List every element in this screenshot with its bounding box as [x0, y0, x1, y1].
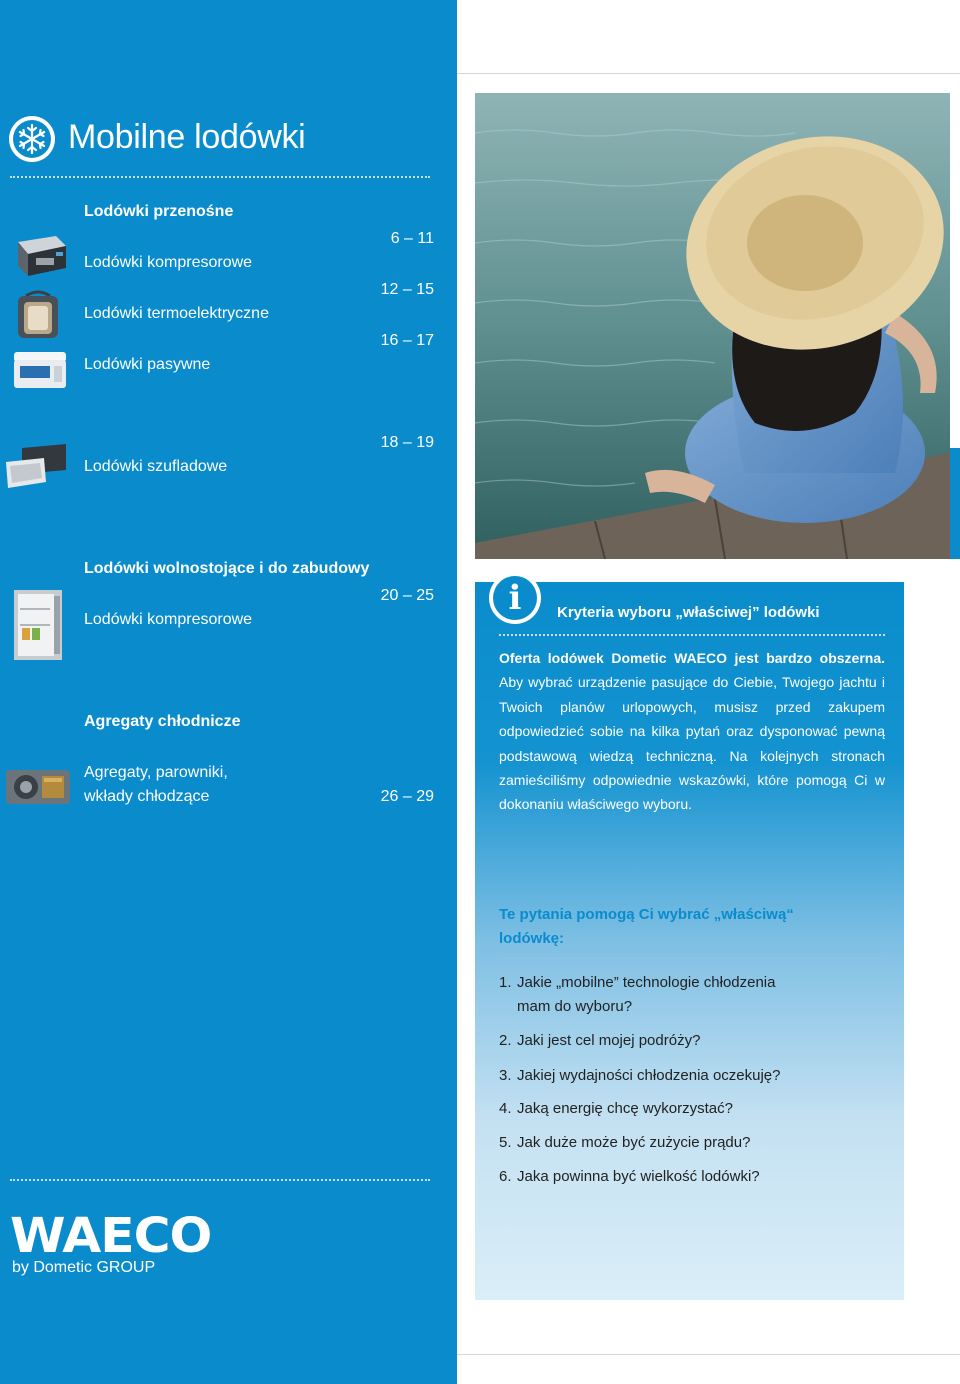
question-item: 2. Jaki jest cel mojej podróży? [499, 1032, 701, 1049]
section-heading-built-in: Lodówki wolnostojące i do zabudowy [84, 560, 370, 577]
question-item: 3. Jakiej wydajności chłodzenia oczekuję? [499, 1067, 781, 1084]
section-heading-portable: Lodówki przenośne [84, 203, 234, 220]
info-paragraph [499, 646, 885, 817]
drawer-fridge-image [4, 442, 70, 490]
page-range: 6 – 11 [390, 230, 434, 247]
page-title: Mobilne lodówki [68, 118, 306, 156]
page-range: 16 – 17 [380, 332, 434, 349]
info-title: Kryteria wyboru „właściwej” lodówki [557, 604, 820, 621]
page-range: 26 – 29 [380, 788, 434, 805]
question-item: 5. Jak duże może być zużycie prądu? [499, 1134, 751, 1151]
snowflake-icon [9, 116, 55, 162]
bottom-rule [457, 1354, 960, 1355]
cooling-unit-image [4, 760, 72, 810]
built-in-fridge-image [10, 588, 66, 662]
info-icon: i [489, 572, 541, 624]
info-lead: Oferta lodówek Dometic WAECO jest bardzo obszerna. [499, 650, 885, 666]
divider [10, 1179, 430, 1181]
divider [10, 176, 430, 178]
woman-on-pier-photo [475, 93, 950, 559]
page-range: 20 – 25 [380, 587, 434, 604]
edge-stripe [950, 448, 960, 559]
waeco-logo: WAECO [10, 1208, 212, 1264]
passive-cooler-image [10, 346, 70, 392]
questions-heading: Te pytania pomogą Ci wybrać „właściwą“ lodówkę: [499, 906, 794, 947]
divider [499, 957, 885, 959]
top-rule [457, 73, 960, 74]
section-heading-cooling-units: Agregaty chłodnicze [84, 713, 241, 730]
sidebar-panel: Mobilne lodówki Lodówki przenośne Lodówki kompresorowe 6 – 11 Lodówki termoelektryczne 12 – 15 Lodówki pasywne 16 – 17 Lodówki szufladowe 18 – 19 Lodówki wolnostojące i do zabudowy Lodówki kompresorowe 20 – 25 Agregaty chłodnicze Agregaty, parowniki, wkłady chłodzące 26 – 29 WAECO by Dometic GROUP [0, 0, 457, 1384]
thermoelectric-cooler-image [12, 288, 64, 342]
question-item: 6. Jaka powinna być wielkość lodówki? [499, 1168, 760, 1185]
info-body: Aby wybrać urządzenie pasujące do Ciebie, Twojego jachtu i Twoich planów urlopowych, musisz przed zakupem odpowiedzieć sobie na kilka pytań oraz dysponować pewną podstawową wiedzą techniczną. Na kolejnych stronach zamieściliśmy odpowiednie wskazówki, które pomogą Ci w dokonaniu właściwego wyboru. [499, 674, 885, 813]
page-range: 18 – 19 [380, 434, 434, 451]
page-range: 12 – 15 [380, 281, 434, 298]
logo-subtitle: by Dometic GROUP [12, 1259, 156, 1276]
divider [499, 634, 885, 636]
question-item: 4. Jaką energię chcę wykorzystać? [499, 1100, 733, 1117]
question-item: 1. Jakie „mobilne” technologie chłodzenia mam do wyboru? [499, 974, 776, 1015]
compressor-cooler-image [12, 232, 70, 278]
toc-item[interactable]: Agregaty, parowniki, wkłady chłodzące 26 – 29 [84, 761, 434, 809]
